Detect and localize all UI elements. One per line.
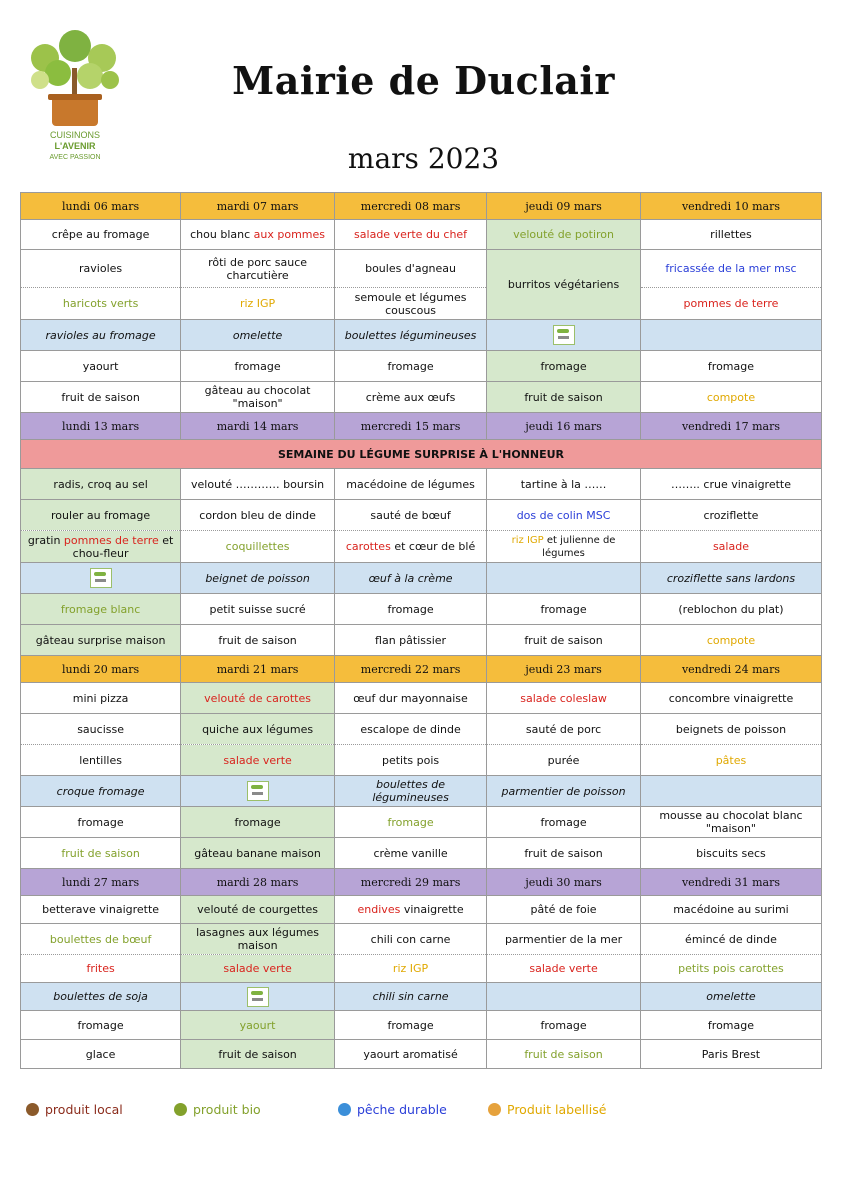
plat-row — [21, 250, 822, 288]
vege-row — [21, 320, 822, 351]
banner-row — [21, 440, 822, 469]
menu-cell: yaourt — [181, 1011, 335, 1040]
menu-cell: salade verte — [487, 955, 641, 983]
menu-cell: yaourt aromatisé — [334, 1040, 486, 1069]
fromage-row — [21, 1011, 822, 1040]
menu-cell: fruit de saison — [181, 625, 335, 656]
menu-cell: haricots verts — [21, 288, 181, 320]
menu-cell: fruit de saison — [181, 1040, 335, 1069]
dessert-row — [21, 382, 822, 413]
menu-cell: pommes de terre — [640, 288, 821, 320]
menu-cell: burritos végétariens — [487, 250, 641, 320]
menu-cell: boules d'agneau — [334, 250, 486, 288]
menu-cell: crème vanille — [334, 838, 486, 869]
day-header: vendredi 17 mars — [640, 413, 821, 440]
menu-cell: semoule et légumes couscous — [334, 288, 486, 320]
legend-peche — [338, 1102, 447, 1117]
day-header: lundi 20 mars — [21, 656, 181, 683]
menu-cell: frites — [21, 955, 181, 983]
day-header: jeudi 30 mars — [487, 869, 641, 896]
day-header: mercredi 08 mars — [334, 193, 486, 220]
day-header: mardi 07 mars — [181, 193, 335, 220]
accompagnement-row — [21, 955, 822, 983]
menu-cell: salade — [640, 531, 821, 563]
accompagnement-row — [21, 745, 822, 776]
menu-cell: riz IGP — [334, 955, 486, 983]
menu-cell: croziflette sans lardons — [640, 563, 821, 594]
menu-cell: fromage — [487, 807, 641, 838]
menu-cell: ravioles au fromage — [21, 320, 181, 351]
menu-cell: chou blanc aux pommes — [181, 220, 335, 250]
day-header: vendredi 24 mars — [640, 656, 821, 683]
dessert-row — [21, 838, 822, 869]
legend-local — [26, 1102, 123, 1117]
menu-cell: betterave vinaigrette — [21, 896, 181, 924]
menu-cell: petits pois carottes — [640, 955, 821, 983]
plat-row — [21, 924, 822, 955]
label-icon — [488, 1103, 501, 1116]
plat-row — [21, 500, 822, 531]
menu-cell: chili sin carne — [334, 983, 486, 1011]
menu-cell: cordon bleu de dinde — [181, 500, 335, 531]
menu-cell: fromage — [334, 1011, 486, 1040]
menu-cell: rouler au fromage — [21, 500, 181, 531]
vege-row — [21, 983, 822, 1011]
menu-cell — [21, 563, 181, 594]
menu-cell: chili con carne — [334, 924, 486, 955]
legend-label: pêche durable — [357, 1102, 447, 1117]
menu-cell: compote — [640, 625, 821, 656]
menu-cell: tartine à la …… — [487, 469, 641, 500]
menu-cell: œuf dur mayonnaise — [334, 683, 486, 714]
menu-cell: escalope de dinde — [334, 714, 486, 745]
menu-cell: petit suisse sucré — [181, 594, 335, 625]
menu-cell: fromage — [181, 351, 335, 382]
bio-icon — [174, 1103, 187, 1116]
legend-label-produit — [488, 1102, 606, 1117]
menu-cell — [487, 983, 641, 1011]
logo-line2: L'AVENIR — [54, 141, 96, 151]
menu-cell: saucisse — [21, 714, 181, 745]
week3-header — [21, 656, 822, 683]
day-header: vendredi 31 mars — [640, 869, 821, 896]
menu-cell: biscuits secs — [640, 838, 821, 869]
week1-header — [21, 193, 822, 220]
menu-cell: salade coleslaw — [487, 683, 641, 714]
menu-cell: purée — [487, 745, 641, 776]
menu-cell: coquillettes — [181, 531, 335, 563]
accompagnement-row — [21, 531, 822, 563]
menu-cell: Paris Brest — [640, 1040, 821, 1069]
menu-cell: beignet de poisson — [181, 563, 335, 594]
menu-cell: lasagnes aux légumes maison — [181, 924, 335, 955]
legend-label: produit bio — [193, 1102, 261, 1117]
vege-row — [21, 563, 822, 594]
day-header: vendredi 10 mars — [640, 193, 821, 220]
week2-header — [21, 413, 822, 440]
day-header: mercredi 29 mars — [334, 869, 486, 896]
menu-cell: rôti de porc sauce charcutière — [181, 250, 335, 288]
day-header: jeudi 23 mars — [487, 656, 641, 683]
day-header: lundi 27 mars — [21, 869, 181, 896]
vege-logo-icon — [247, 987, 269, 1007]
day-header: mardi 28 mars — [181, 869, 335, 896]
menu-cell: parmentier de la mer — [487, 924, 641, 955]
menu-cell: macédoine de légumes — [334, 469, 486, 500]
menu-cell: œuf à la crème — [334, 563, 486, 594]
fromage-row — [21, 351, 822, 382]
menu-cell — [640, 776, 821, 807]
menu-cell: fruit de saison — [487, 625, 641, 656]
menu-cell: salade verte du chef — [334, 220, 486, 250]
plat-row — [21, 714, 822, 745]
menu-cell: mini pizza — [21, 683, 181, 714]
menu-cell: boulettes de bœuf — [21, 924, 181, 955]
menu-cell: omelette — [181, 320, 335, 351]
menu-cell: croziflette — [640, 500, 821, 531]
menu-cell: fruit de saison — [487, 382, 641, 413]
menu-cell: rillettes — [640, 220, 821, 250]
menu-cell: sauté de bœuf — [334, 500, 486, 531]
menu-cell: fromage blanc — [21, 594, 181, 625]
menu-cell: velouté de courgettes — [181, 896, 335, 924]
day-header: jeudi 16 mars — [487, 413, 641, 440]
day-header: mardi 21 mars — [181, 656, 335, 683]
vege-logo-icon — [247, 781, 269, 801]
menu-cell: parmentier de poisson — [487, 776, 641, 807]
menu-cell: riz IGP et julienne de légumes — [487, 531, 641, 563]
menu-cell: flan pâtissier — [334, 625, 486, 656]
menu-cell: fricassée de la mer msc — [640, 250, 821, 288]
day-header: lundi 13 mars — [21, 413, 181, 440]
menu-cell: gâteau banane maison — [181, 838, 335, 869]
vege-row — [21, 776, 822, 807]
menu-cell: riz IGP — [181, 288, 335, 320]
dessert-row — [21, 1040, 822, 1069]
menu-cell: velouté de carottes — [181, 683, 335, 714]
menu-cell: fromage — [334, 594, 486, 625]
menu-cell: omelette — [640, 983, 821, 1011]
menu-cell: (reblochon du plat) — [640, 594, 821, 625]
menu-cell: boulettes de soja — [21, 983, 181, 1011]
week4-header — [21, 869, 822, 896]
menu-cell: fruit de saison — [21, 838, 181, 869]
legend-label: produit local — [45, 1102, 123, 1117]
menu-cell: fruit de saison — [487, 1040, 641, 1069]
menu-cell: carottes et cœur de blé — [334, 531, 486, 563]
menu-table — [20, 192, 822, 1069]
menu-cell: fromage — [334, 351, 486, 382]
menu-cell: velouté de potiron — [487, 220, 641, 250]
entree-row — [21, 220, 822, 250]
menu-cell — [487, 563, 641, 594]
week-banner: SEMAINE DU LÉGUME SURPRISE À L'HONNEUR — [21, 440, 822, 469]
month-title: mars 2023 — [347, 142, 500, 175]
menu-cell: pâté de foie — [487, 896, 641, 924]
vege-logo-icon — [553, 325, 575, 345]
menu-cell: fruit de saison — [21, 382, 181, 413]
menu-cell: dos de colin MSC — [487, 500, 641, 531]
menu-cell: fruit de saison — [487, 838, 641, 869]
menu-cell: glace — [21, 1040, 181, 1069]
day-header: mercredi 15 mars — [334, 413, 486, 440]
legend-bio — [174, 1102, 261, 1117]
menu-cell: sauté de porc — [487, 714, 641, 745]
menu-cell: yaourt — [21, 351, 181, 382]
menu-cell: macédoine au surimi — [640, 896, 821, 924]
entree-row — [21, 896, 822, 924]
menu-cell — [181, 776, 335, 807]
dessert-row — [21, 625, 822, 656]
menu-cell: fromage — [334, 807, 486, 838]
menu-cell: boulettes de légumineuses — [334, 776, 486, 807]
menu-cell: gâteau surprise maison — [21, 625, 181, 656]
menu-cell: lentilles — [21, 745, 181, 776]
day-header: jeudi 09 mars — [487, 193, 641, 220]
menu-cell: fromage — [640, 1011, 821, 1040]
peche-icon — [338, 1103, 351, 1116]
menu-cell: fromage — [21, 807, 181, 838]
fromage-row — [21, 594, 822, 625]
menu-cell: salade verte — [181, 745, 335, 776]
menu-cell: émincé de dinde — [640, 924, 821, 955]
menu-cell: pâtes — [640, 745, 821, 776]
menu-cell: fromage — [181, 807, 335, 838]
menu-cell: radis, croq au sel — [21, 469, 181, 500]
menu-cell: endives vinaigrette — [334, 896, 486, 924]
menu-cell: fromage — [21, 1011, 181, 1040]
day-header: mardi 14 mars — [181, 413, 335, 440]
menu-cell: crème aux œufs — [334, 382, 486, 413]
menu-cell: quiche aux légumes — [181, 714, 335, 745]
menu-cell: compote — [640, 382, 821, 413]
vege-logo-icon — [90, 568, 112, 588]
logo-line3: AVEC PASSION — [49, 154, 101, 161]
menu-cell: gâteau au chocolat "maison" — [181, 382, 335, 413]
page-title: Mairie de Duclair — [232, 58, 615, 103]
fromage-row — [21, 807, 822, 838]
day-header: mercredi 22 mars — [334, 656, 486, 683]
local-icon — [26, 1103, 39, 1116]
menu-cell — [487, 320, 641, 351]
menu-cell: concombre vinaigrette — [640, 683, 821, 714]
menu-cell — [181, 983, 335, 1011]
menu-cell: fromage — [487, 1011, 641, 1040]
menu-cell: fromage — [640, 351, 821, 382]
logo-line1: CUISINONS — [49, 130, 101, 140]
legend-label: Produit labellisé — [507, 1102, 607, 1117]
entree-row — [21, 469, 822, 500]
menu-cell: croque fromage — [21, 776, 181, 807]
menu-cell: velouté ………… boursin — [181, 469, 335, 500]
menu-cell: gratin pommes de terre et chou-fleur — [21, 531, 181, 563]
menu-cell: …….. crue vinaigrette — [640, 469, 821, 500]
menu-cell: ravioles — [21, 250, 181, 288]
menu-cell — [640, 320, 821, 351]
menu-cell: boulettes légumineuses — [334, 320, 486, 351]
day-header: lundi 06 mars — [21, 193, 181, 220]
menu-cell: mousse au chocolat blanc "maison" — [640, 807, 821, 838]
menu-cell: petits pois — [334, 745, 486, 776]
entree-row — [21, 683, 822, 714]
menu-cell: crêpe au fromage — [21, 220, 181, 250]
menu-cell: fromage — [487, 594, 641, 625]
accompagnement-row — [21, 288, 822, 320]
menu-cell: salade verte — [181, 955, 335, 983]
menu-cell: beignets de poisson — [640, 714, 821, 745]
menu-cell: fromage — [487, 351, 641, 382]
